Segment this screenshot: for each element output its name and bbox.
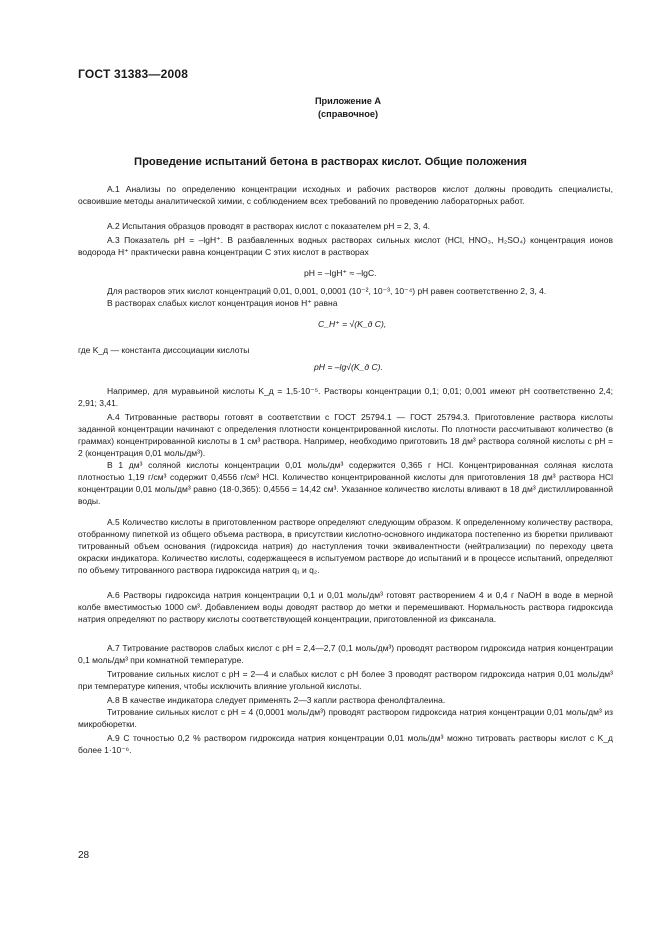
formula-ph-weak: pH = –lg√(K_д C).	[314, 362, 383, 372]
appendix-title: Проведение испытаний бетона в растворах кислот. Общие положения	[134, 156, 527, 168]
definition-kd: где K_д — константа диссоциации кислоты	[78, 345, 250, 355]
appendix-label: Приложение А	[314, 96, 382, 106]
appendix-note: (справочное)	[317, 109, 378, 119]
paragraph-a2: А.2 Испытания образцов проводят в растворах кислот с показателем рН = 2, 3, 4.	[107, 221, 431, 231]
paragraph-a1: А.1 Анализы по определению концентрации исходных и рабочих растворов кислот должны проводить специалисты, освоившие методы аналитической химии, с соблюдением всех требований по проведению лабораторных работ.	[78, 184, 613, 206]
paragraph-a3: А.3 Показатель рН = –lgH⁺. В разбавленных водных растворах сильных кислот (HCl, HNO₃, H₂SO₄) концентрация ионов водорода H⁺ практически равна концентрации C этих кислот в растворах	[78, 235, 613, 257]
paragraph-a9: А.9 С точностью 0,2 % раствором гидроксида натрия концентрации 0,01 моль/дм³ можно титровать растворы кислот с K_д более 1·10⁻⁶.	[78, 733, 613, 755]
paragraph-a8-titration: Титрование сильных кислот с рН = 4 (0,0001 моль/дм³) проводят раствором гидроксида натрия концентрации 0,01 моль/дм³ из микробюретки.	[78, 707, 613, 729]
paragraph-a4: А.4 Титрованные растворы готовят в соответствии с ГОСТ 25794.1 — ГОСТ 25794.3. Приготовление раствора кислоты заданной концентрации начинают с определения плотности концентрированной кислоты. По плотности рассчитывают количество (в граммах) концентрированной кислоты в 1 см³ раствора. Например, необходимо приготовить 18 дм³ раствора соляной кислоты с рН = 2 (концентрация 0,01 моль/дм³).	[78, 412, 613, 458]
paragraph-a7-strong: Титрование сильных кислот с рН = 2—4 и слабых кислот с рН более 3 проводят раствором гидроксида натрия 0,01 моль/дм³ при температуре кипения, чтобы исключить влияние угольной кислоты.	[78, 669, 613, 691]
document-header: ГОСТ 31383—2008	[78, 67, 189, 81]
paragraph-a7: А.7 Титрование растворов слабых кислот с рН = 2,4—2,7 (0,1 моль/дм³) проводят раствором гидроксида натрия концентрации 0,1 моль/дм³ при комнатной температуре.	[78, 643, 613, 665]
page-number: 28	[78, 850, 90, 861]
paragraph-a3-concentrations: Для растворов этих кислот концентраций 0,01, 0,001, 0,0001 (10⁻², 10⁻³, 10⁻⁴) рН равен соответственно 2, 3, 4.	[107, 286, 547, 296]
paragraph-a6: А.6 Растворы гидроксида натрия концентрации 0,1 и 0,01 моль/дм³ готовят растворением 4 и 0,4 г NaOH в воде в мерной колбе вместимостью 1000 см³. Добавлением воды доводят раствор до метки и перемешивают. Нормальность раствора гидроксида натрия определяют по раствору кислоты соответствующей концентрации, приготовленной из фиксанала.	[78, 590, 613, 624]
paragraph-example: Например, для муравьиной кислоты K_д = 1,5·10⁻⁵. Растворы концентрации 0,1; 0,01; 0,001 имеют рН соответственно 2,4; 2,91; 3,41.	[78, 386, 613, 408]
paragraph-a5: А.5 Количество кислоты в приготовленном растворе определяют следующим образом. К определенному количеству раствора, отобранному пипеткой из общего объема раствора, в присутствии кислотно-основного индикатора постепенно из бюретки приливают титрованный объем основания (гидроксида натрия) до наступления точки эквивалентности (нейтрализации) по переходу цвета окраски индикатора. Количество кислоты, содержащееся в испытуемом растворе до испытаний и в процессе испытаний, определяют по объему титрованного раствора гидроксида натрия q₁ и q₂.	[78, 517, 613, 575]
paragraph-a3-weak: В растворах слабых кислот концентрация ионов H⁺ равна	[107, 298, 338, 308]
formula-ph-strong: pH = –lgH⁺ ≈ –lgC.	[304, 268, 377, 278]
paragraph-a4-calc: В 1 дм³ соляной кислоты концентрации 0,01 моль/дм³ содержится 0,365 г HCl. Концентрированная соляная кислота плотностью 1,19 г/см³ содержит 0,4556 г/см³ HCl. Количество концентрированной кислоты для приготовления 18 дм³ раствора HCl концентрации 0,01 моль/дм³ равно (18·0,365): 0,4556 = 14,42 см³. Указанное количество кислоты вливают в 18 дм³ дистиллированной воды.	[78, 460, 613, 506]
appendix-block	[312, 95, 384, 121]
formula-hydrogen-conc: C_H⁺ = √(K_д C),	[318, 319, 387, 329]
paragraph-a8: А.8 В качестве индикатора следует применять 2—3 капли раствора фенолфталеина.	[107, 695, 446, 705]
